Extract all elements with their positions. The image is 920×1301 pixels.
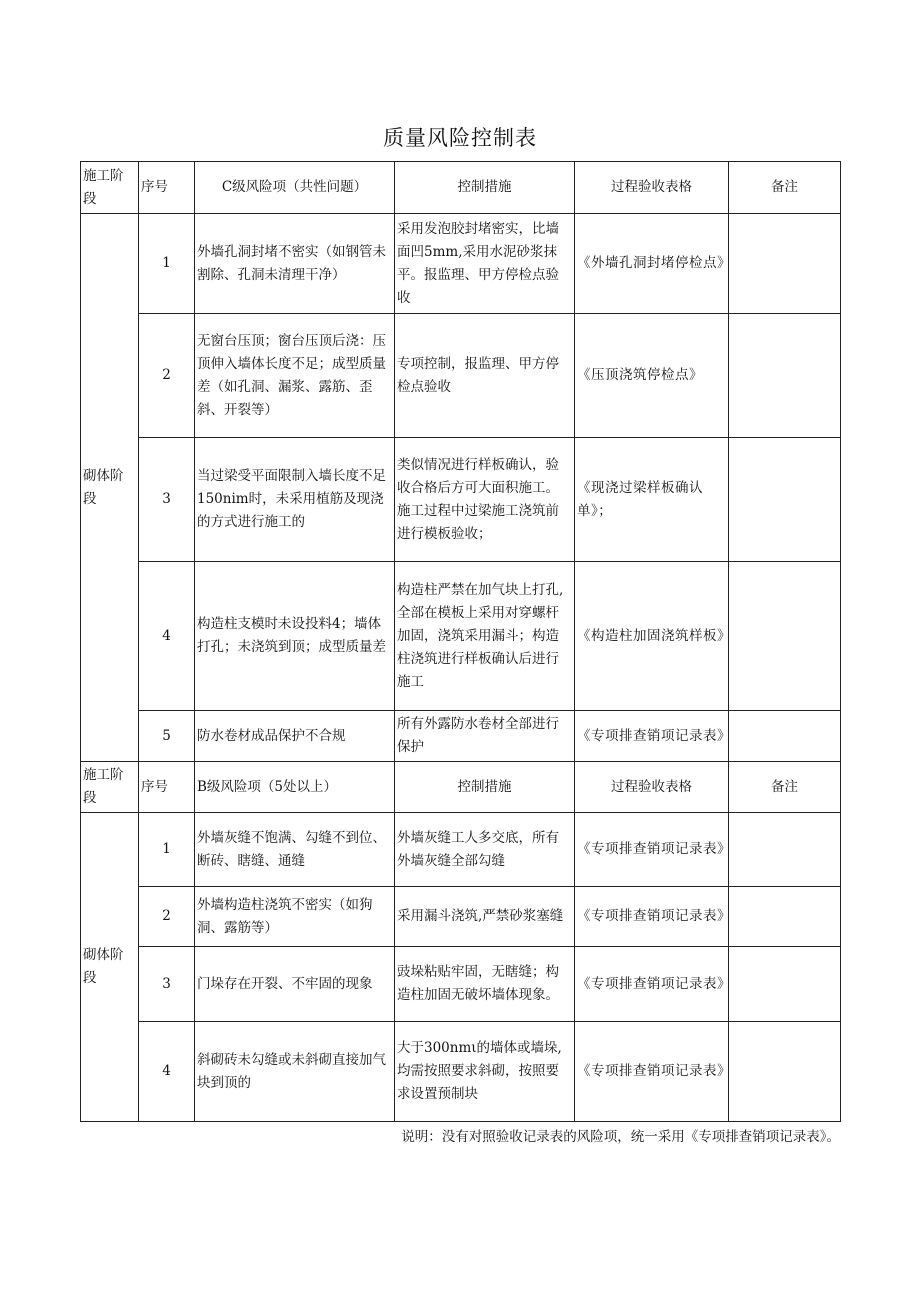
control-cell: 采用发泡胶封堵密实，比墙面凹5mm,采用水泥砂浆抹平。报监理、甲方停检点验收 [395,214,575,314]
header-control: 控制措施 [395,162,575,214]
table-row [81,314,841,438]
control-cell: 大于300nmι的墙体或墙垛,均需按照要求斜砌，按照要求设置预制块 [395,1022,575,1122]
seq-cell: 5 [139,711,195,762]
control-cell: 豉垛粘贴牢固，无瞎缝；构造柱加固无破坏墙体现象。 [395,947,575,1022]
header-stage: 施工阶段 [81,762,139,813]
page-title: 质量风险控制表 [383,126,537,150]
header-remark: 备注 [729,762,841,813]
remark-cell [729,438,841,562]
remark-cell [729,314,841,438]
header-form: 过程验收表格 [575,162,729,214]
stage-cell: 砌体阶段 [81,214,139,762]
table-row [81,214,841,314]
remark-cell [729,1022,841,1122]
header-remark: 备注 [729,162,841,214]
form-cell: 《专项排查销项记录表》 [575,887,729,947]
risk-cell: 构造柱支模时未设投料4；墙体打孔；未浇筑到顶；成型质量差 [195,562,395,711]
seq-cell: 4 [139,562,195,711]
form-cell: 《专项排查销项记录表》 [575,947,729,1022]
header-b-risk: B级风险项（5处以上） [195,762,395,813]
header-row-c [81,162,841,214]
remark-cell [729,711,841,762]
remark-cell [729,214,841,314]
table-row [81,813,841,887]
remark-cell [729,947,841,1022]
header-row-b [81,762,841,813]
header-control: 控制措施 [395,762,575,813]
risk-cell: 斜砌砖未勾缝或未斜砌直接加气块到顶的 [195,1022,395,1122]
risk-cell: 当过梁受平面限制入墙长度不足150nim时，未采用植筋及现浇的方式进行施工的 [195,438,395,562]
control-cell: 专项控制，报监理、甲方停检点验收 [395,314,575,438]
footnote: 说明：没有对照验收记录表的风险项，统一采用《专项排查销项记录表》。 [401,1129,840,1145]
header-stage: 施工阶段 [81,162,139,214]
table-row [81,711,841,762]
risk-cell: 外墙灰缝不饱满、勾缝不到位、断砖、瞎缝、通缝 [195,813,395,887]
remark-cell [729,887,841,947]
header-form: 过程验收表格 [575,762,729,813]
seq-cell: 2 [139,314,195,438]
risk-cell: 防水卷材成品保护不合规 [195,711,395,762]
risk-control-table [80,161,841,1122]
header-c-risk: C级风险项（共性问题） [195,162,395,214]
control-cell: 构造柱严禁在加气块上打孔,全部在模板上采用对穿螺杆加固，浇筑采用漏斗；构造柱浇筑进行样板确认后进行施工 [395,562,575,711]
form-cell: 《专项排查销项记录表》 [575,711,729,762]
form-cell: 《压顶浇筑停检点》 [575,314,729,438]
form-cell: 《专项排查销项记录表》 [575,1022,729,1122]
seq-cell: 3 [139,947,195,1022]
seq-cell: 1 [139,813,195,887]
table-row [81,438,841,562]
table-row [81,562,841,711]
table-row [81,1022,841,1122]
risk-cell: 门垛存在开裂、不牢固的现象 [195,947,395,1022]
risk-cell: 无窗台压顶；窗台压顶后浇：压顶伸入墙体长度不足；成型质量差（如孔洞、漏浆、露筋、歪斜、开裂等） [195,314,395,438]
remark-cell [729,813,841,887]
remark-cell [729,562,841,711]
form-cell: 《现浇过梁样板确认单》； [575,438,729,562]
header-seq: 序号 [139,762,195,813]
control-cell: 采用漏斗浇筑,严禁砂浆塞缝 [395,887,575,947]
risk-cell: 外墙构造柱浇筑不密实（如狗洞、露筋等） [195,887,395,947]
control-cell: 所有外露防水卷材全部进行保护 [395,711,575,762]
seq-cell: 3 [139,438,195,562]
form-cell: 《专项排查销项记录表》 [575,813,729,887]
form-cell: 《外墙孔洞封堵停检点》 [575,214,729,314]
header-seq: 序号 [139,162,195,214]
control-cell: 外墙灰缝工人多交底，所有外墙灰缝全部勾缝 [395,813,575,887]
seq-cell: 4 [139,1022,195,1122]
control-cell: 类似情况进行样板确认，验收合格后方可大面积施工。施工过程中过梁施工浇筑前进行模板验收； [395,438,575,562]
risk-cell: 外墙孔洞封堵不密实（如钢管未割除、孔洞未清理干净） [195,214,395,314]
seq-cell: 2 [139,887,195,947]
stage-cell: 砌体阶段 [81,813,139,1122]
table-row [81,887,841,947]
seq-cell: 1 [139,214,195,314]
form-cell: 《构造柱加固浇筑样板》 [575,562,729,711]
table-row [81,947,841,1022]
